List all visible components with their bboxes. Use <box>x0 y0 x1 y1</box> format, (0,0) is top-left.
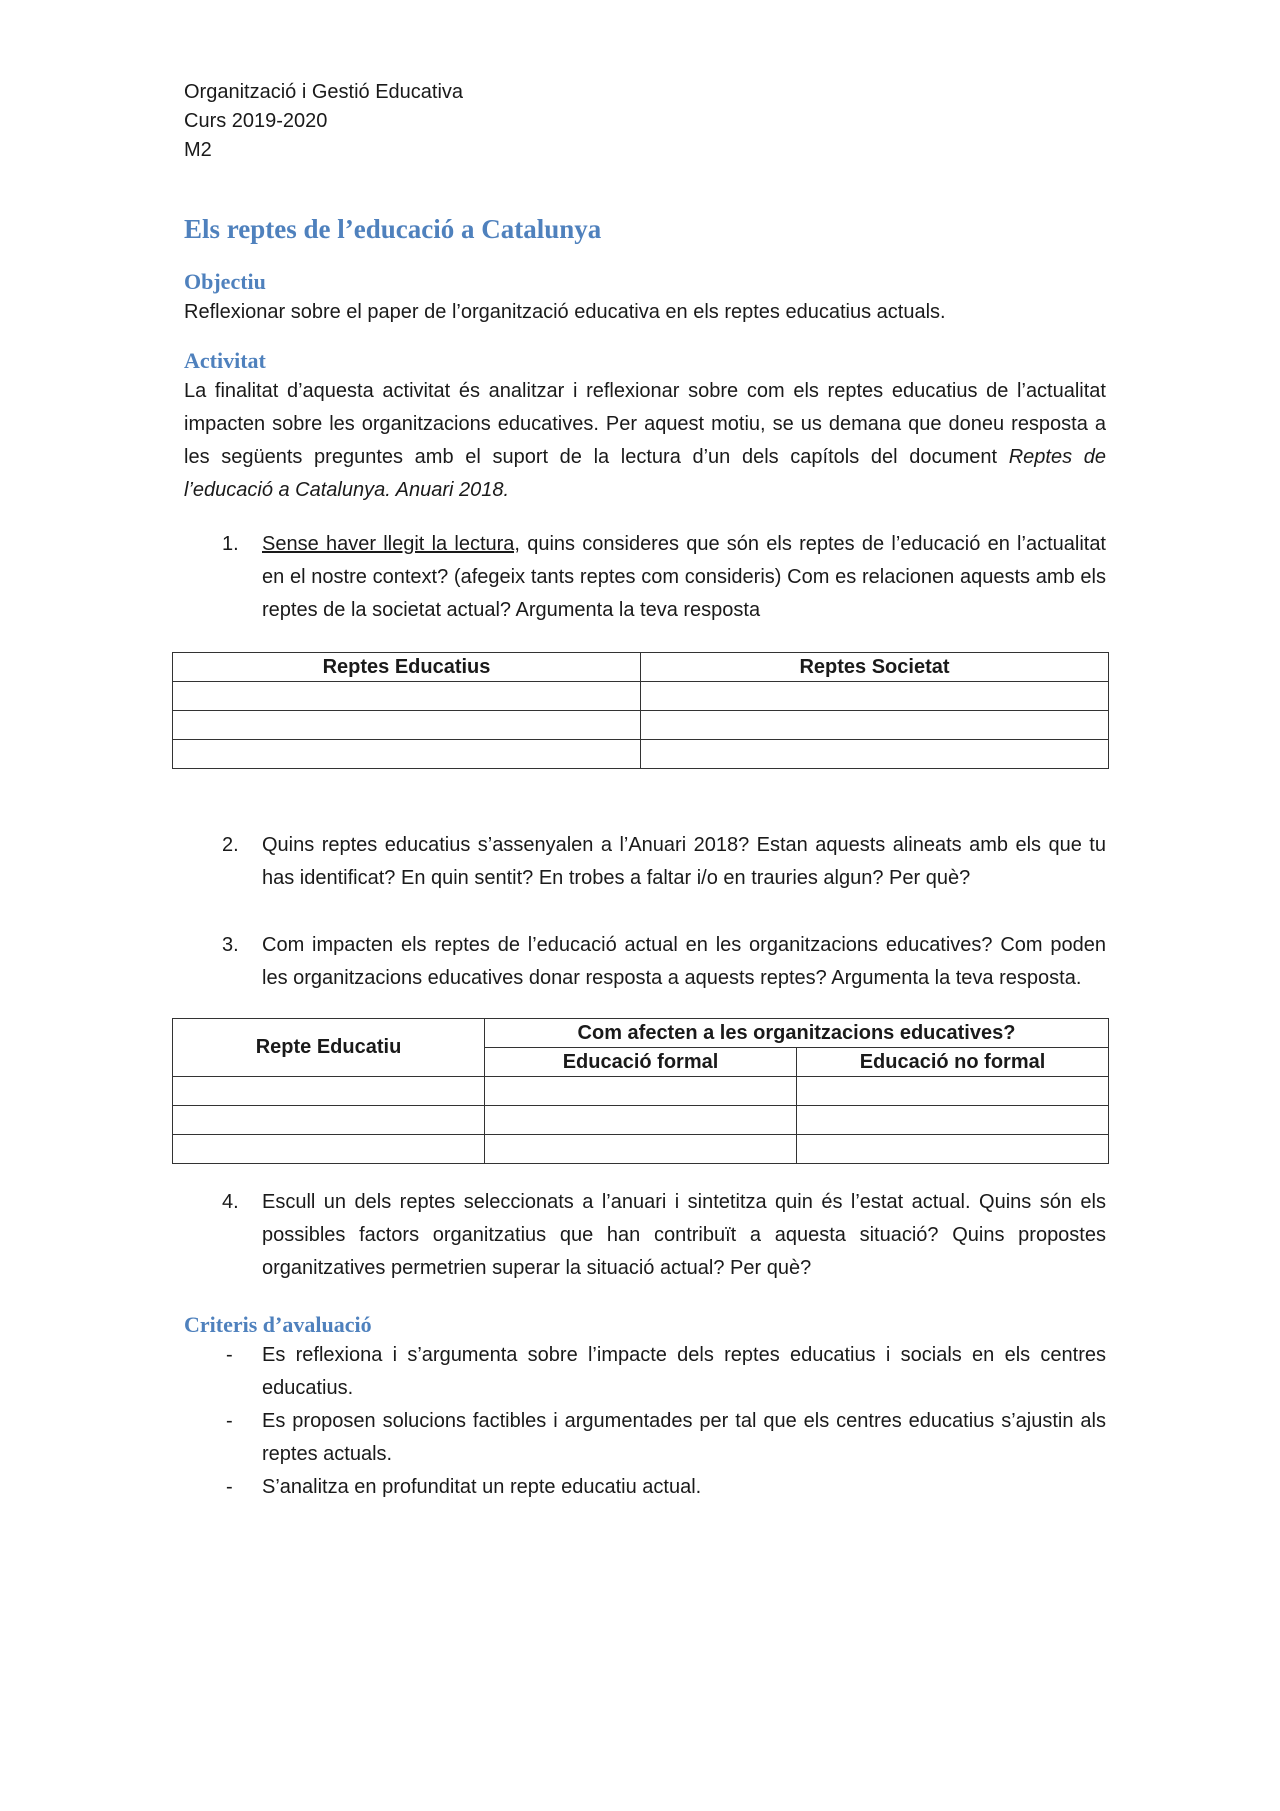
bullet-dash: - <box>226 1344 233 1366</box>
column-header-repte-educatiu: Repte Educatiu <box>173 1019 485 1077</box>
list-item <box>184 1471 1106 1504</box>
table-cell[interactable] <box>797 1077 1109 1106</box>
table-cell[interactable] <box>485 1077 797 1106</box>
table-cell[interactable] <box>485 1106 797 1135</box>
impacte-table <box>172 1018 1109 1164</box>
question-4 <box>184 1186 1106 1285</box>
bullet-dash: - <box>226 1476 233 1498</box>
column-header-educacio-formal: Educació formal <box>485 1048 797 1077</box>
activitat-heading: Activitat <box>184 348 266 373</box>
table-cell[interactable] <box>641 740 1109 769</box>
table-cell[interactable] <box>485 1135 797 1164</box>
table-row <box>173 1077 1109 1106</box>
question-1-text: quins consideres que són els reptes de l’educació en l’actualitat en el nostre context? (afegeix tants reptes com consideris) Com es relacionen aquests amb els reptes de la societat actual? Argumenta la teva resposta <box>262 533 1106 621</box>
table-cell[interactable] <box>173 1135 485 1164</box>
bullet-dash: - <box>226 1410 233 1432</box>
table-cell[interactable] <box>173 682 641 711</box>
reptes-table <box>172 652 1109 769</box>
table-cell[interactable] <box>173 711 641 740</box>
table-row <box>173 740 1109 769</box>
objectiu-text: Reflexionar sobre el paper de l’organització educativa en els reptes educatius actuals. <box>184 301 946 323</box>
question-number: 1. <box>222 533 239 555</box>
list-item <box>184 1405 1106 1471</box>
list-item <box>184 1339 1106 1405</box>
table-cell[interactable] <box>797 1135 1109 1164</box>
question-number: 4. <box>222 1191 239 1213</box>
table-cell[interactable] <box>173 1106 485 1135</box>
header-course-name: Organització i Gestió Educativa <box>184 81 464 103</box>
activitat-document-reference: Reptes de l’educació a Catalunya. Anuari 2018. <box>184 446 1107 501</box>
table-cell[interactable] <box>797 1106 1109 1135</box>
question-number: 3. <box>222 934 239 956</box>
criteri-text: S’analitza en profunditat un repte educatiu actual. <box>262 1476 702 1498</box>
column-group-header: Com afecten a les organitzacions educatives? <box>485 1019 1109 1048</box>
table-row <box>173 682 1109 711</box>
question-2-text: Quins reptes educatius s’assenyalen a l’Anuari 2018? Estan aquests alineats amb els que tu has identificat? En quin sentit? En trobes a faltar i/o en trauries algun? Per què? <box>262 834 1106 889</box>
question-number: 2. <box>222 834 239 856</box>
question-1 <box>184 528 1106 627</box>
question-1-underlined: Sense haver llegit la lectura, <box>262 533 520 555</box>
column-header-reptes-educatius: Reptes Educatius <box>173 653 641 682</box>
document-header <box>184 78 1106 165</box>
table-cell[interactable] <box>641 711 1109 740</box>
header-module: M2 <box>184 139 212 161</box>
question-4-text: Escull un dels reptes seleccionats a l’anuari i sintetitza quin és l’estat actual. Quins són els possibles factors organitzatius que han contribuït a aquesta situació? Quins propostes organitzatives permetrien superar la situació actual? Per què? <box>262 1191 1106 1279</box>
activitat-text <box>184 375 1106 507</box>
document-page <box>184 78 1106 1504</box>
column-header-educacio-no-formal: Educació no formal <box>797 1048 1109 1077</box>
table-cell[interactable] <box>173 1077 485 1106</box>
criteri-text: Es proposen solucions factibles i argumentades per tal que els centres educatius s’ajustin als reptes actuals. <box>262 1410 1106 1465</box>
activitat-text-body: La finalitat d’aquesta activitat és analitzar i reflexionar sobre com els reptes educatius de l’actualitat impacten sobre les organitzacions educatives. Per aquest motiu, se us demana que doneu resposta a les següents preguntes amb el suport de la lectura d’un dels capítols del document <box>184 380 1106 468</box>
table-cell[interactable] <box>641 682 1109 711</box>
table-row <box>173 1135 1109 1164</box>
table-header-row <box>173 653 1109 682</box>
table-header-row <box>173 1019 1109 1048</box>
criteri-text: Es reflexiona i s’argumenta sobre l’impacte dels reptes educatius i socials en els centres educatius. <box>262 1344 1106 1399</box>
criteris-heading: Criteris d’avaluació <box>184 1312 372 1337</box>
document-title: Els reptes de l’educació a Catalunya <box>184 214 602 244</box>
header-course-year: Curs 2019-2020 <box>184 110 328 132</box>
column-header-reptes-societat: Reptes Societat <box>641 653 1109 682</box>
objectiu-heading: Objectiu <box>184 269 266 294</box>
question-3 <box>184 929 1106 995</box>
table-cell[interactable] <box>173 740 641 769</box>
question-3-text: Com impacten els reptes de l’educació actual en les organitzacions educatives? Com poden les organitzacions educatives donar resposta a aquests reptes? Argumenta la teva resposta. <box>262 934 1106 989</box>
criteris-list <box>184 1339 1106 1504</box>
table-row <box>173 1106 1109 1135</box>
question-2 <box>184 829 1106 895</box>
table-row <box>173 711 1109 740</box>
